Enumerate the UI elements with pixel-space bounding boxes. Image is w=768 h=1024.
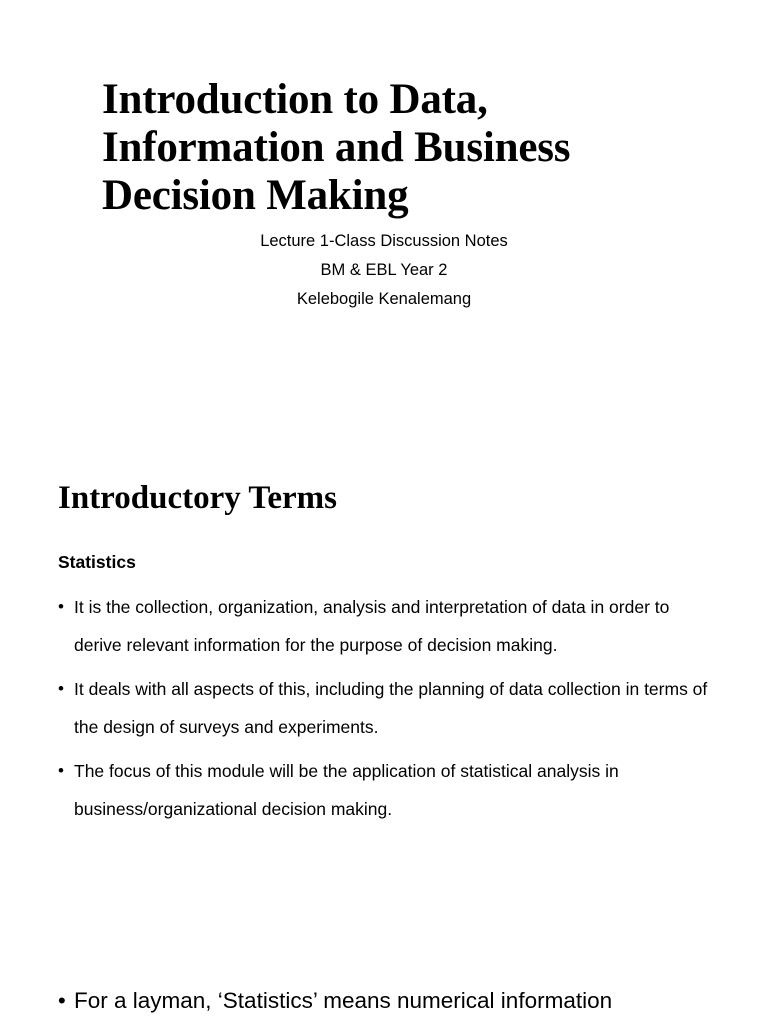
subtitle-course: BM & EBL Year 2 bbox=[320, 261, 448, 279]
bullet-text: It is the collection, organization, analysis and interpretation of data in order to derive relevant information for the purpose of decision making. bbox=[74, 597, 670, 655]
subtitle-lecture: Lecture 1-Class Discussion Notes bbox=[260, 232, 508, 250]
list-item bbox=[58, 588, 718, 664]
presentation-title: Introduction to Data, Information and Business Decision Making bbox=[102, 76, 571, 219]
slide-title bbox=[0, 0, 768, 452]
bullet-icon: • bbox=[58, 679, 64, 698]
bullet-text: It deals with all aspects of this, including the planning of data collection in terms of the design of surveys and experiments. bbox=[74, 679, 708, 737]
list-item bbox=[58, 752, 718, 828]
bullet-list bbox=[58, 588, 718, 834]
slide-introductory-terms bbox=[0, 452, 768, 924]
presentation-subtitle bbox=[0, 227, 768, 314]
slide-statistics-meaning bbox=[0, 924, 768, 1024]
bullet-icon: • bbox=[58, 761, 64, 780]
bullet-text: For a layman, ‘Statistics’ means numerical information bbox=[74, 988, 613, 1013]
subtitle-author: Kelebogile Kenalemang bbox=[296, 290, 472, 308]
list-item bbox=[58, 670, 718, 746]
bullet-icon: • bbox=[58, 988, 66, 1013]
list-item bbox=[58, 982, 754, 1020]
section-subheading: Statistics bbox=[58, 552, 136, 572]
slide-heading: Introductory Terms bbox=[58, 480, 337, 516]
bullet-text: The focus of this module will be the application of statistical analysis in business/organizational decision making. bbox=[74, 761, 619, 819]
bullet-icon: • bbox=[58, 597, 64, 616]
